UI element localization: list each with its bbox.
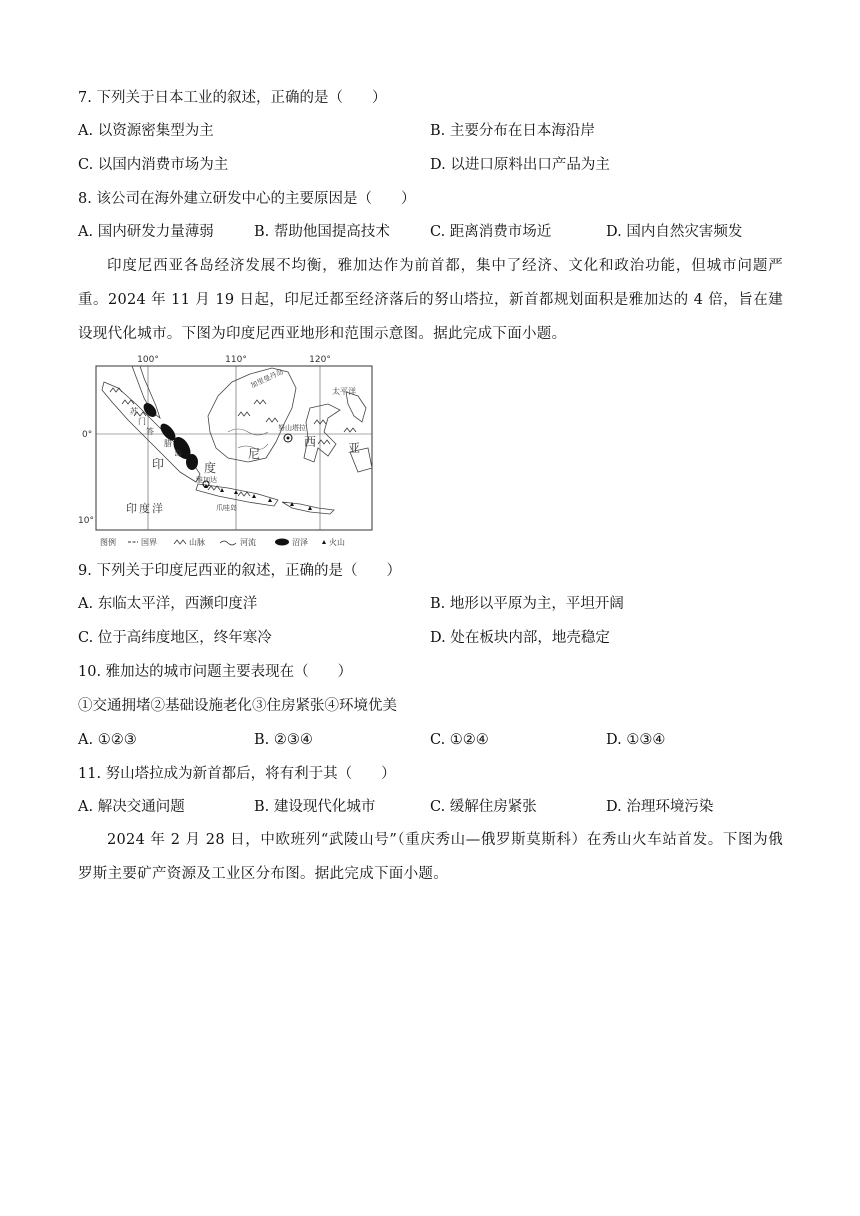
label-ni: 尼 xyxy=(248,447,261,461)
q10-option-a: A. ①②③ xyxy=(78,732,137,748)
map-legend xyxy=(100,537,345,547)
label-xi: 西 xyxy=(304,435,317,449)
lat-0-label: 0° xyxy=(82,430,93,440)
nusantara-marker-dot xyxy=(287,437,290,440)
q7-option-d: D. 以进口原料出口产品为主 xyxy=(430,157,610,173)
kalimantan-label: 加里曼丹岛 xyxy=(249,367,285,390)
legend-border: 国界 xyxy=(141,538,157,547)
q11-stem: 11. 努山塔拉成为新首都后，将有利于其（ ） xyxy=(78,766,396,782)
label-su: 苏 xyxy=(130,407,138,416)
label-la: 腊 xyxy=(164,439,172,448)
lon-120-label: 120° xyxy=(309,355,331,365)
pacific-label: 太平洋 xyxy=(332,387,356,396)
q8-option-b: B. 帮助他国提高技术 xyxy=(254,224,390,240)
label-men: 门 xyxy=(138,417,146,426)
mountain-legend-icon xyxy=(174,540,186,544)
passage-indonesia xyxy=(78,249,783,351)
passage-russia-text: 2024 年 2 月 28 日，中欧班列“武陵山号”（重庆秀山—俄罗斯莫斯科）在秀山火车站首发。下图为俄罗斯主要矿产资源及工业区分布图。据此完成下面小题。 xyxy=(78,832,783,882)
q7-option-c: C. 以国内消费市场为主 xyxy=(78,157,229,173)
label-da: 答 xyxy=(146,427,154,436)
q11-option-b: B. 建设现代化城市 xyxy=(254,799,376,815)
q7-option-a: A. 以资源密集型为主 xyxy=(78,123,214,139)
q8-option-a: A. 国内研发力量薄弱 xyxy=(78,224,214,240)
q9-option-d: D. 处在板块内部，地壳稳定 xyxy=(430,630,610,646)
q7-option-b: B. 主要分布在日本海沿岸 xyxy=(430,123,595,139)
q10-option-c: C. ①②④ xyxy=(430,732,489,748)
q10-stem: 10. 雅加达的城市问题主要表现在（ ） xyxy=(78,664,353,680)
label-ya: 亚 xyxy=(348,441,361,455)
q8-option-c: C. 距离消费市场近 xyxy=(430,224,552,240)
label-yin: 印 xyxy=(152,457,165,471)
q10-items: ①交通拥堵②基础设施老化③住房紧张④环境优美 xyxy=(78,698,397,714)
q11-option-d: D. 治理环境污染 xyxy=(606,799,714,815)
swamp-legend-icon xyxy=(275,539,289,546)
q11-option-a: A. 解决交通问题 xyxy=(78,799,185,815)
nusantara-label: 努山塔拉 xyxy=(278,424,306,432)
q10-option-b: B. ②③④ xyxy=(254,732,313,748)
q9-stem: 9. 下列关于印度尼西亚的叙述，正确的是（ ） xyxy=(78,563,401,579)
passage-russia xyxy=(78,823,783,891)
river-legend-icon xyxy=(220,541,236,545)
lon-110-label: 110° xyxy=(225,355,247,365)
jakarta-label: 雅加达 xyxy=(196,476,217,484)
q8-option-d: D. 国内自然灾害频发 xyxy=(606,224,743,240)
q7-stem: 7. 下列关于日本工业的叙述，正确的是（ ） xyxy=(78,90,387,106)
label-du: 度 xyxy=(204,461,217,475)
indian-ocean-label: 印度洋 xyxy=(126,502,165,515)
q9-option-b: B. 地形以平原为主，平坦开阔 xyxy=(430,596,624,612)
legend-volcano: 火山 xyxy=(329,538,345,547)
label-dao: 岛 xyxy=(174,449,182,458)
q9-option-a: A. 东临太平洋，西濒印度洋 xyxy=(78,596,258,612)
q8-stem: 8. 该公司在海外建立研发中心的主要原因是（ ） xyxy=(78,191,416,207)
swamp-marker xyxy=(186,454,198,470)
indonesia-map xyxy=(78,352,378,552)
passage-indonesia-text: 印度尼西亚各岛经济发展不均衡，雅加达作为前首都，集中了经济、文化和政治功能，但城市问题严重。2024 年 11 月 19 日起，印尼迁都至经济落后的努山塔拉，新首都规划面积是雅加达的 4 倍，旨在建设现代化城市。下图为印度尼西亚地形和范围示意图。据此完成下面小题。 xyxy=(78,258,783,342)
q10-option-d: D. ①③④ xyxy=(606,732,666,748)
legend-swamp: 沼泽 xyxy=(292,538,308,547)
java-label: 爪哇岛 xyxy=(216,504,237,512)
legend-river: 河流 xyxy=(240,538,256,547)
volcano-legend-icon xyxy=(322,540,326,544)
legend-mountain: 山脉 xyxy=(189,538,205,547)
q9-option-c: C. 位于高纬度地区，终年寒冷 xyxy=(78,630,272,646)
lon-100-label: 100° xyxy=(137,355,159,365)
lat-10-label: 10° xyxy=(78,516,94,526)
q11-option-c: C. 缓解住房紧张 xyxy=(430,799,537,815)
legend-title: 图例 xyxy=(100,538,116,547)
